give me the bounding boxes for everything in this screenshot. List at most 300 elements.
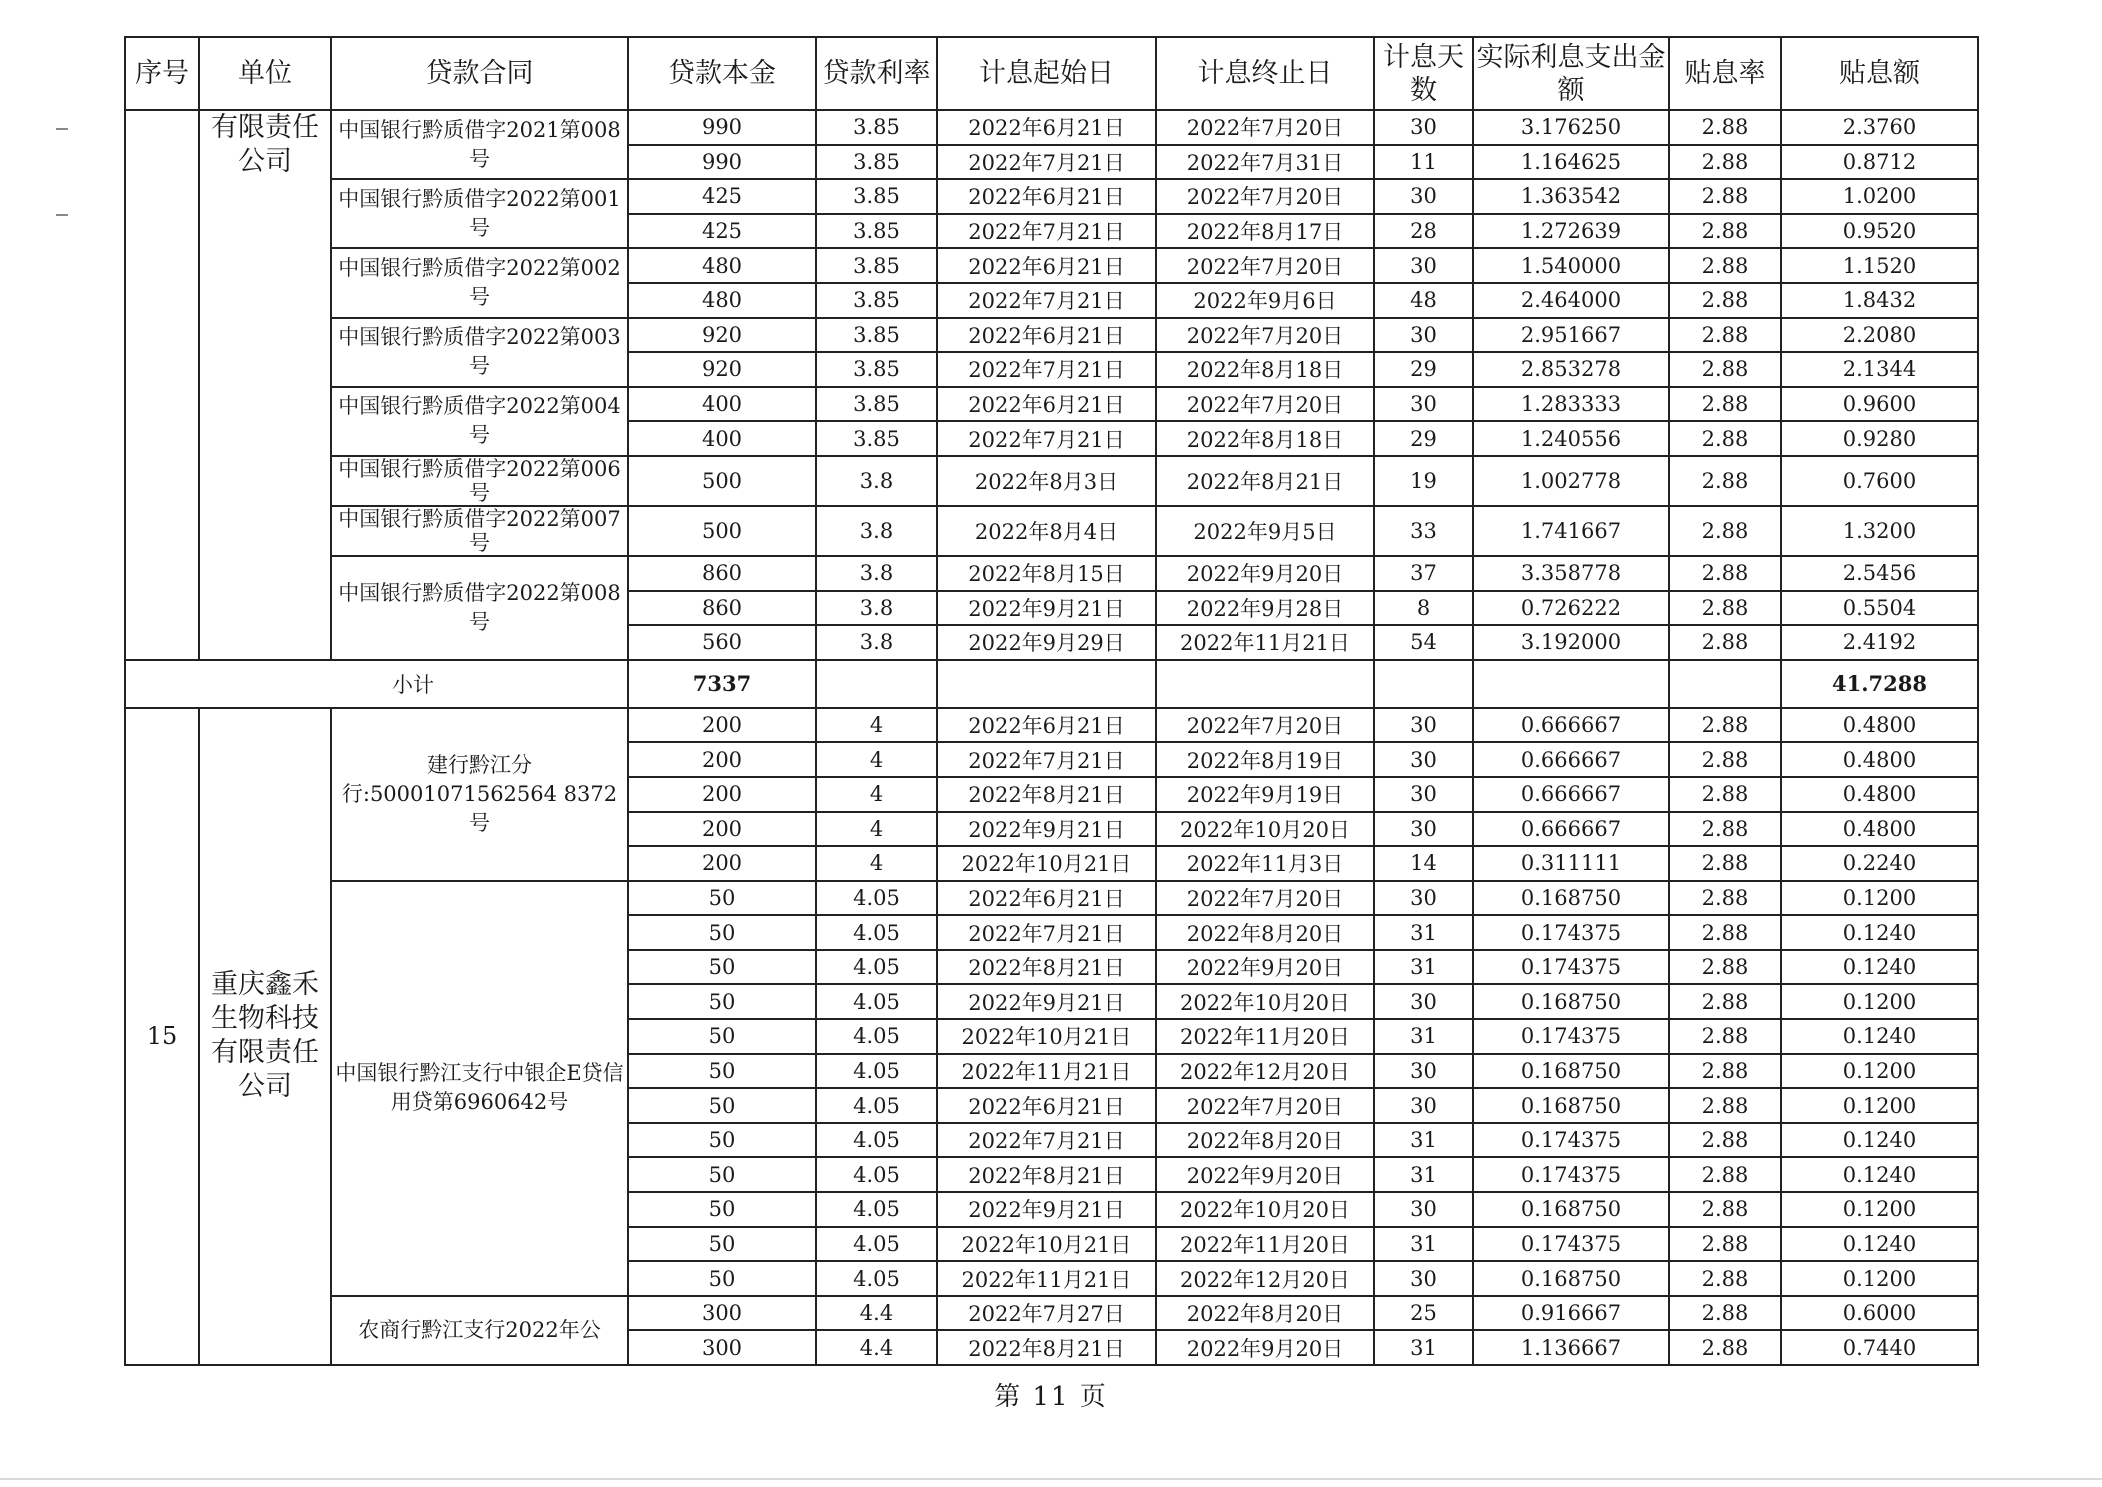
end-date-cell: 2022年9月5日 (1156, 506, 1374, 556)
contract-name-cell: 中国银行黔质借字2021第008号 (331, 110, 628, 179)
rate-cell: 4 (816, 777, 937, 812)
end-date-cell: 2022年10月20日 (1156, 1192, 1374, 1227)
rate-cell: 3.8 (816, 506, 937, 556)
header-rate: 贷款利率 (816, 37, 937, 110)
subsidy-rate-cell: 2.88 (1669, 352, 1781, 387)
subsidy-cell: 1.3200 (1781, 506, 1978, 556)
principal-cell: 425 (628, 179, 816, 214)
days-cell: 29 (1374, 421, 1473, 456)
rate-cell: 3.85 (816, 421, 937, 456)
start-date-cell: 2022年7月21日 (937, 1123, 1156, 1158)
end-date-cell: 2022年9月20日 (1156, 950, 1374, 985)
subsidy-cell: 0.1240 (1781, 1019, 1978, 1054)
end-date-cell: 2022年7月20日 (1156, 248, 1374, 283)
end-date-cell: 2022年11月20日 (1156, 1227, 1374, 1262)
principal-cell: 560 (628, 625, 816, 660)
interest-cell: 0.726222 (1473, 591, 1669, 626)
start-date-cell: 2022年6月21日 (937, 708, 1156, 743)
interest-cell: 0.666667 (1473, 812, 1669, 847)
interest-cell: 2.951667 (1473, 318, 1669, 353)
start-date-cell: 2022年7月21日 (937, 915, 1156, 950)
subsidy-cell: 0.1200 (1781, 984, 1978, 1019)
subtotal-empty (1156, 660, 1374, 708)
subtotal-subsidy: 41.7288 (1781, 660, 1978, 708)
subtotal-blank (125, 660, 199, 708)
principal-cell: 50 (628, 1019, 816, 1054)
start-date-cell: 2022年6月21日 (937, 248, 1156, 283)
subsidy-rate-cell: 2.88 (1669, 1296, 1781, 1331)
interest-cell: 1.136667 (1473, 1330, 1669, 1365)
start-date-cell: 2022年7月21日 (937, 421, 1156, 456)
rate-cell: 4.05 (816, 1054, 937, 1089)
start-date-cell: 2022年8月21日 (937, 950, 1156, 985)
subsidy-rate-cell: 2.88 (1669, 1330, 1781, 1365)
start-date-cell: 2022年11月21日 (937, 1054, 1156, 1089)
principal-cell: 500 (628, 506, 816, 556)
subtotal-principal: 7337 (628, 660, 816, 708)
start-date-cell: 2022年8月21日 (937, 777, 1156, 812)
principal-cell: 200 (628, 742, 816, 777)
interest-cell: 1.283333 (1473, 387, 1669, 422)
rate-cell: 3.85 (816, 387, 937, 422)
subsidy-rate-cell: 2.88 (1669, 506, 1781, 556)
interest-cell: 0.174375 (1473, 1019, 1669, 1054)
rate-cell: 4.05 (816, 1019, 937, 1054)
principal-cell: 425 (628, 214, 816, 249)
subsidy-rate-cell: 2.88 (1669, 915, 1781, 950)
subsidy-rate-cell: 2.88 (1669, 214, 1781, 249)
start-date-cell: 2022年7月27日 (937, 1296, 1156, 1331)
principal-cell: 50 (628, 1054, 816, 1089)
scan-speck (56, 214, 68, 216)
end-date-cell: 2022年9月20日 (1156, 1330, 1374, 1365)
table-row (125, 506, 1978, 556)
interest-cell: 0.174375 (1473, 950, 1669, 985)
interest-cell: 0.168750 (1473, 881, 1669, 916)
table-row (125, 881, 1978, 916)
principal-cell: 200 (628, 846, 816, 881)
rate-cell: 4.05 (816, 1261, 937, 1296)
interest-cell: 0.666667 (1473, 777, 1669, 812)
end-date-cell: 2022年8月19日 (1156, 742, 1374, 777)
subsidy-cell: 0.4800 (1781, 742, 1978, 777)
contract-name-cell: 中国银行黔质借字2022第004号 (331, 387, 628, 456)
subsidy-rate-cell: 2.88 (1669, 950, 1781, 985)
principal-cell: 300 (628, 1296, 816, 1331)
subsidy-cell: 0.1240 (1781, 1123, 1978, 1158)
subsidy-rate-cell: 2.88 (1669, 708, 1781, 743)
subsidy-rate-cell: 2.88 (1669, 179, 1781, 214)
subsidy-rate-cell: 2.88 (1669, 283, 1781, 318)
end-date-cell: 2022年7月20日 (1156, 881, 1374, 916)
end-date-cell: 2022年8月20日 (1156, 1296, 1374, 1331)
end-date-cell: 2022年8月18日 (1156, 352, 1374, 387)
principal-cell: 480 (628, 283, 816, 318)
rate-cell: 3.85 (816, 110, 937, 145)
days-cell: 30 (1374, 1088, 1473, 1123)
header-end: 计息终止日 (1156, 37, 1374, 110)
days-cell: 37 (1374, 556, 1473, 591)
subtotal-empty (937, 660, 1156, 708)
end-date-cell: 2022年8月21日 (1156, 456, 1374, 506)
days-cell: 30 (1374, 984, 1473, 1019)
subsidy-cell: 0.9600 (1781, 387, 1978, 422)
header-principal: 贷款本金 (628, 37, 816, 110)
contract-name-cell: 中国银行黔质借字2022第001号 (331, 179, 628, 248)
start-date-cell: 2022年10月21日 (937, 846, 1156, 881)
interest-cell: 2.853278 (1473, 352, 1669, 387)
rate-cell: 3.8 (816, 556, 937, 591)
group-b-body (125, 708, 1978, 1365)
interest-cell: 0.168750 (1473, 1192, 1669, 1227)
end-date-cell: 2022年7月20日 (1156, 179, 1374, 214)
subsidy-cell: 0.5504 (1781, 591, 1978, 626)
scan-edge-line (0, 1478, 2102, 1480)
table-row (125, 110, 1978, 145)
subsidy-cell: 0.4800 (1781, 777, 1978, 812)
subsidy-cell: 0.7440 (1781, 1330, 1978, 1365)
subsidy-rate-cell: 2.88 (1669, 1192, 1781, 1227)
interest-cell: 0.168750 (1473, 1054, 1669, 1089)
interest-cell: 1.164625 (1473, 145, 1669, 180)
days-cell: 31 (1374, 1227, 1473, 1262)
subsidy-rate-cell: 2.88 (1669, 1123, 1781, 1158)
subsidy-cell: 1.0200 (1781, 179, 1978, 214)
interest-cell: 0.168750 (1473, 984, 1669, 1019)
subsidy-cell: 0.1200 (1781, 1192, 1978, 1227)
subsidy-cell: 0.1240 (1781, 950, 1978, 985)
subsidy-rate-cell: 2.88 (1669, 387, 1781, 422)
rate-cell: 4.4 (816, 1330, 937, 1365)
group-a-body (125, 110, 1978, 660)
end-date-cell: 2022年10月20日 (1156, 984, 1374, 1019)
days-cell: 30 (1374, 742, 1473, 777)
subsidy-cell: 1.8432 (1781, 283, 1978, 318)
days-cell: 30 (1374, 248, 1473, 283)
principal-cell: 920 (628, 318, 816, 353)
end-date-cell: 2022年9月28日 (1156, 591, 1374, 626)
subsidy-cell: 0.1240 (1781, 1227, 1978, 1262)
subsidy-cell: 2.3760 (1781, 110, 1978, 145)
subsidy-rate-cell: 2.88 (1669, 984, 1781, 1019)
end-date-cell: 2022年12月20日 (1156, 1261, 1374, 1296)
start-date-cell: 2022年6月21日 (937, 110, 1156, 145)
end-date-cell: 2022年7月20日 (1156, 1088, 1374, 1123)
principal-cell: 50 (628, 1088, 816, 1123)
interest-cell: 0.174375 (1473, 1157, 1669, 1192)
subsidy-cell: 0.1240 (1781, 915, 1978, 950)
days-cell: 30 (1374, 318, 1473, 353)
subsidy-cell: 0.1200 (1781, 1088, 1978, 1123)
principal-cell: 860 (628, 591, 816, 626)
subsidy-cell: 0.1200 (1781, 1054, 1978, 1089)
subsidy-cell: 0.1200 (1781, 1261, 1978, 1296)
principal-cell: 480 (628, 248, 816, 283)
rate-cell: 4.05 (816, 1123, 937, 1158)
contract-name-cell: 中国银行黔质借字2022第006号 (331, 456, 628, 506)
subsidy-rate-cell: 2.88 (1669, 1088, 1781, 1123)
subsidy-cell: 0.9520 (1781, 214, 1978, 249)
interest-cell: 0.174375 (1473, 1227, 1669, 1262)
days-cell: 25 (1374, 1296, 1473, 1331)
days-cell: 31 (1374, 915, 1473, 950)
start-date-cell: 2022年6月21日 (937, 318, 1156, 353)
rate-cell: 4.05 (816, 950, 937, 985)
days-cell: 30 (1374, 1192, 1473, 1227)
principal-cell: 50 (628, 984, 816, 1019)
days-cell: 48 (1374, 283, 1473, 318)
subsidy-cell: 0.9280 (1781, 421, 1978, 456)
subsidy-rate-cell: 2.88 (1669, 1261, 1781, 1296)
subsidy-rate-cell: 2.88 (1669, 1054, 1781, 1089)
subsidy-rate-cell: 2.88 (1669, 881, 1781, 916)
table-row (125, 248, 1978, 283)
subsidy-rate-cell: 2.88 (1669, 591, 1781, 626)
header-row (125, 37, 1978, 110)
rate-cell: 3.8 (816, 625, 937, 660)
table-row (125, 708, 1978, 743)
interest-cell: 1.741667 (1473, 506, 1669, 556)
contract-name-cell: 中国银行黔江支行中银企E贷信用贷第6960642号 (331, 881, 628, 1296)
days-cell: 31 (1374, 1123, 1473, 1158)
days-cell: 29 (1374, 352, 1473, 387)
rate-cell: 3.85 (816, 283, 937, 318)
days-cell: 14 (1374, 846, 1473, 881)
end-date-cell: 2022年10月20日 (1156, 812, 1374, 847)
subtotal-empty (1374, 660, 1473, 708)
subsidy-rate-cell: 2.88 (1669, 556, 1781, 591)
rate-cell: 3.85 (816, 318, 937, 353)
contract-name-cell: 农商行黔江支行2022年公 (331, 1296, 628, 1365)
subsidy-rate-cell: 2.88 (1669, 625, 1781, 660)
subsidy-rate-cell: 2.88 (1669, 456, 1781, 506)
contract-name-cell: 中国银行黔质借字2022第008号 (331, 556, 628, 660)
days-cell: 31 (1374, 1330, 1473, 1365)
subsidy-rate-cell: 2.88 (1669, 145, 1781, 180)
days-cell: 31 (1374, 950, 1473, 985)
rate-cell: 4.05 (816, 881, 937, 916)
table-row (125, 556, 1978, 591)
start-date-cell: 2022年9月29日 (937, 625, 1156, 660)
end-date-cell: 2022年8月17日 (1156, 214, 1374, 249)
end-date-cell: 2022年9月20日 (1156, 1157, 1374, 1192)
start-date-cell: 2022年7月21日 (937, 283, 1156, 318)
days-cell: 30 (1374, 1054, 1473, 1089)
interest-cell: 0.916667 (1473, 1296, 1669, 1331)
subsidy-cell: 2.1344 (1781, 352, 1978, 387)
end-date-cell: 2022年11月20日 (1156, 1019, 1374, 1054)
interest-cell: 2.464000 (1473, 283, 1669, 318)
end-date-cell: 2022年7月31日 (1156, 145, 1374, 180)
rate-cell: 4.05 (816, 1192, 937, 1227)
principal-cell: 50 (628, 950, 816, 985)
principal-cell: 200 (628, 708, 816, 743)
subtotal-empty (1473, 660, 1669, 708)
days-cell: 33 (1374, 506, 1473, 556)
header-subsidy: 贴息额 (1781, 37, 1978, 110)
days-cell: 30 (1374, 387, 1473, 422)
subsidy-cell: 0.4800 (1781, 708, 1978, 743)
principal-cell: 50 (628, 1157, 816, 1192)
principal-cell: 50 (628, 1192, 816, 1227)
subsidy-rate-cell: 2.88 (1669, 421, 1781, 456)
rate-cell: 3.85 (816, 145, 937, 180)
days-cell: 11 (1374, 145, 1473, 180)
end-date-cell: 2022年7月20日 (1156, 708, 1374, 743)
end-date-cell: 2022年7月20日 (1156, 387, 1374, 422)
principal-cell: 860 (628, 556, 816, 591)
days-cell: 30 (1374, 110, 1473, 145)
rate-cell: 4 (816, 846, 937, 881)
start-date-cell: 2022年10月21日 (937, 1019, 1156, 1054)
rate-cell: 4.4 (816, 1296, 937, 1331)
start-date-cell: 2022年6月21日 (937, 881, 1156, 916)
subsidy-cell: 0.6000 (1781, 1296, 1978, 1331)
page-number: 第 11 页 (994, 1382, 1108, 1412)
rate-cell: 4 (816, 742, 937, 777)
start-date-cell: 2022年6月21日 (937, 387, 1156, 422)
interest-cell: 0.666667 (1473, 742, 1669, 777)
principal-cell: 300 (628, 1330, 816, 1365)
scan-speck (56, 128, 68, 130)
table-row (125, 179, 1978, 214)
interest-cell: 0.174375 (1473, 1123, 1669, 1158)
subsidy-rate-cell: 2.88 (1669, 1019, 1781, 1054)
subsidy-cell: 2.4192 (1781, 625, 1978, 660)
rate-cell: 3.85 (816, 248, 937, 283)
days-cell: 30 (1374, 777, 1473, 812)
principal-cell: 50 (628, 1123, 816, 1158)
header-subsidy-rate: 贴息率 (1669, 37, 1781, 110)
end-date-cell: 2022年8月20日 (1156, 1123, 1374, 1158)
rate-cell: 3.85 (816, 352, 937, 387)
subtotal-empty (1669, 660, 1781, 708)
subsidy-cell: 2.2080 (1781, 318, 1978, 353)
days-cell: 31 (1374, 1157, 1473, 1192)
end-date-cell: 2022年12月20日 (1156, 1054, 1374, 1089)
start-date-cell: 2022年10月21日 (937, 1227, 1156, 1262)
subsidy-cell: 1.1520 (1781, 248, 1978, 283)
start-date-cell: 2022年8月3日 (937, 456, 1156, 506)
principal-cell: 400 (628, 421, 816, 456)
subsidy-rate-cell: 2.88 (1669, 777, 1781, 812)
table-row (125, 456, 1978, 506)
principal-cell: 400 (628, 387, 816, 422)
start-date-cell: 2022年8月21日 (937, 1330, 1156, 1365)
subsidy-cell: 2.5456 (1781, 556, 1978, 591)
subtotal-body (125, 660, 1978, 708)
interest-cell: 1.240556 (1473, 421, 1669, 456)
subsidy-rate-cell: 2.88 (1669, 248, 1781, 283)
interest-cell: 1.540000 (1473, 248, 1669, 283)
start-date-cell: 2022年8月15日 (937, 556, 1156, 591)
subsidy-rate-cell: 2.88 (1669, 318, 1781, 353)
header-interest: 实际利息支出金额 (1473, 37, 1669, 110)
start-date-cell: 2022年7月21日 (937, 214, 1156, 249)
subtotal-label: 小计 (199, 660, 628, 708)
subsidy-rate-cell: 2.88 (1669, 110, 1781, 145)
days-cell: 30 (1374, 708, 1473, 743)
interest-cell: 3.358778 (1473, 556, 1669, 591)
subsidy-cell: 0.7600 (1781, 456, 1978, 506)
start-date-cell: 2022年6月21日 (937, 179, 1156, 214)
interest-cell: 3.192000 (1473, 625, 1669, 660)
header-start: 计息起始日 (937, 37, 1156, 110)
subtotal-row (125, 660, 1978, 708)
principal-cell: 50 (628, 1227, 816, 1262)
start-date-cell: 2022年6月21日 (937, 1088, 1156, 1123)
subsidy-rate-cell: 2.88 (1669, 812, 1781, 847)
start-date-cell: 2022年9月21日 (937, 984, 1156, 1019)
unit-name-cell: 重庆鑫禾生物科技有限责任公司 (199, 708, 331, 1365)
interest-cell: 1.002778 (1473, 456, 1669, 506)
subsidy-rate-cell: 2.88 (1669, 1157, 1781, 1192)
rate-cell: 4.05 (816, 1227, 937, 1262)
interest-cell: 0.666667 (1473, 708, 1669, 743)
principal-cell: 990 (628, 110, 816, 145)
rate-cell: 3.8 (816, 591, 937, 626)
principal-cell: 990 (628, 145, 816, 180)
rate-cell: 4 (816, 708, 937, 743)
subsidy-cell: 0.1240 (1781, 1157, 1978, 1192)
header-days: 计息天数 (1374, 37, 1473, 110)
subsidy-rate-cell: 2.88 (1669, 742, 1781, 777)
start-date-cell: 2022年11月21日 (937, 1261, 1156, 1296)
contract-name-cell: 中国银行黔质借字2022第003号 (331, 318, 628, 387)
principal-cell: 200 (628, 777, 816, 812)
end-date-cell: 2022年8月18日 (1156, 421, 1374, 456)
rate-cell: 3.85 (816, 214, 937, 249)
start-date-cell: 2022年9月21日 (937, 812, 1156, 847)
subsidy-table-container (124, 36, 1979, 1366)
start-date-cell: 2022年7月21日 (937, 352, 1156, 387)
days-cell: 19 (1374, 456, 1473, 506)
header-unit: 单位 (199, 37, 331, 110)
end-date-cell: 2022年9月19日 (1156, 777, 1374, 812)
subsidy-cell: 0.2240 (1781, 846, 1978, 881)
interest-cell: 0.168750 (1473, 1088, 1669, 1123)
principal-cell: 50 (628, 881, 816, 916)
start-date-cell: 2022年9月21日 (937, 591, 1156, 626)
rate-cell: 3.8 (816, 456, 937, 506)
principal-cell: 920 (628, 352, 816, 387)
subtotal-empty (816, 660, 937, 708)
principal-cell: 500 (628, 456, 816, 506)
subsidy-rate-cell: 2.88 (1669, 1227, 1781, 1262)
principal-cell: 50 (628, 1261, 816, 1296)
contract-name-cell: 建行黔江分行:50001071562564 8372号 (331, 708, 628, 881)
table-row (125, 387, 1978, 422)
interest-cell: 1.363542 (1473, 179, 1669, 214)
start-date-cell: 2022年7月21日 (937, 145, 1156, 180)
start-date-cell: 2022年9月21日 (937, 1192, 1156, 1227)
days-cell: 30 (1374, 812, 1473, 847)
interest-cell: 3.176250 (1473, 110, 1669, 145)
start-date-cell: 2022年8月21日 (937, 1157, 1156, 1192)
contract-name-cell: 中国银行黔质借字2022第007号 (331, 506, 628, 556)
subsidy-cell: 0.4800 (1781, 812, 1978, 847)
start-date-cell: 2022年8月4日 (937, 506, 1156, 556)
table-row (125, 1296, 1978, 1331)
rate-cell: 3.85 (816, 179, 937, 214)
days-cell: 31 (1374, 1019, 1473, 1054)
row-index-cell (125, 110, 199, 660)
rate-cell: 4.05 (816, 1157, 937, 1192)
days-cell: 28 (1374, 214, 1473, 249)
unit-name-cell: 有限责任公司 (199, 110, 331, 660)
end-date-cell: 2022年7月20日 (1156, 110, 1374, 145)
days-cell: 30 (1374, 1261, 1473, 1296)
